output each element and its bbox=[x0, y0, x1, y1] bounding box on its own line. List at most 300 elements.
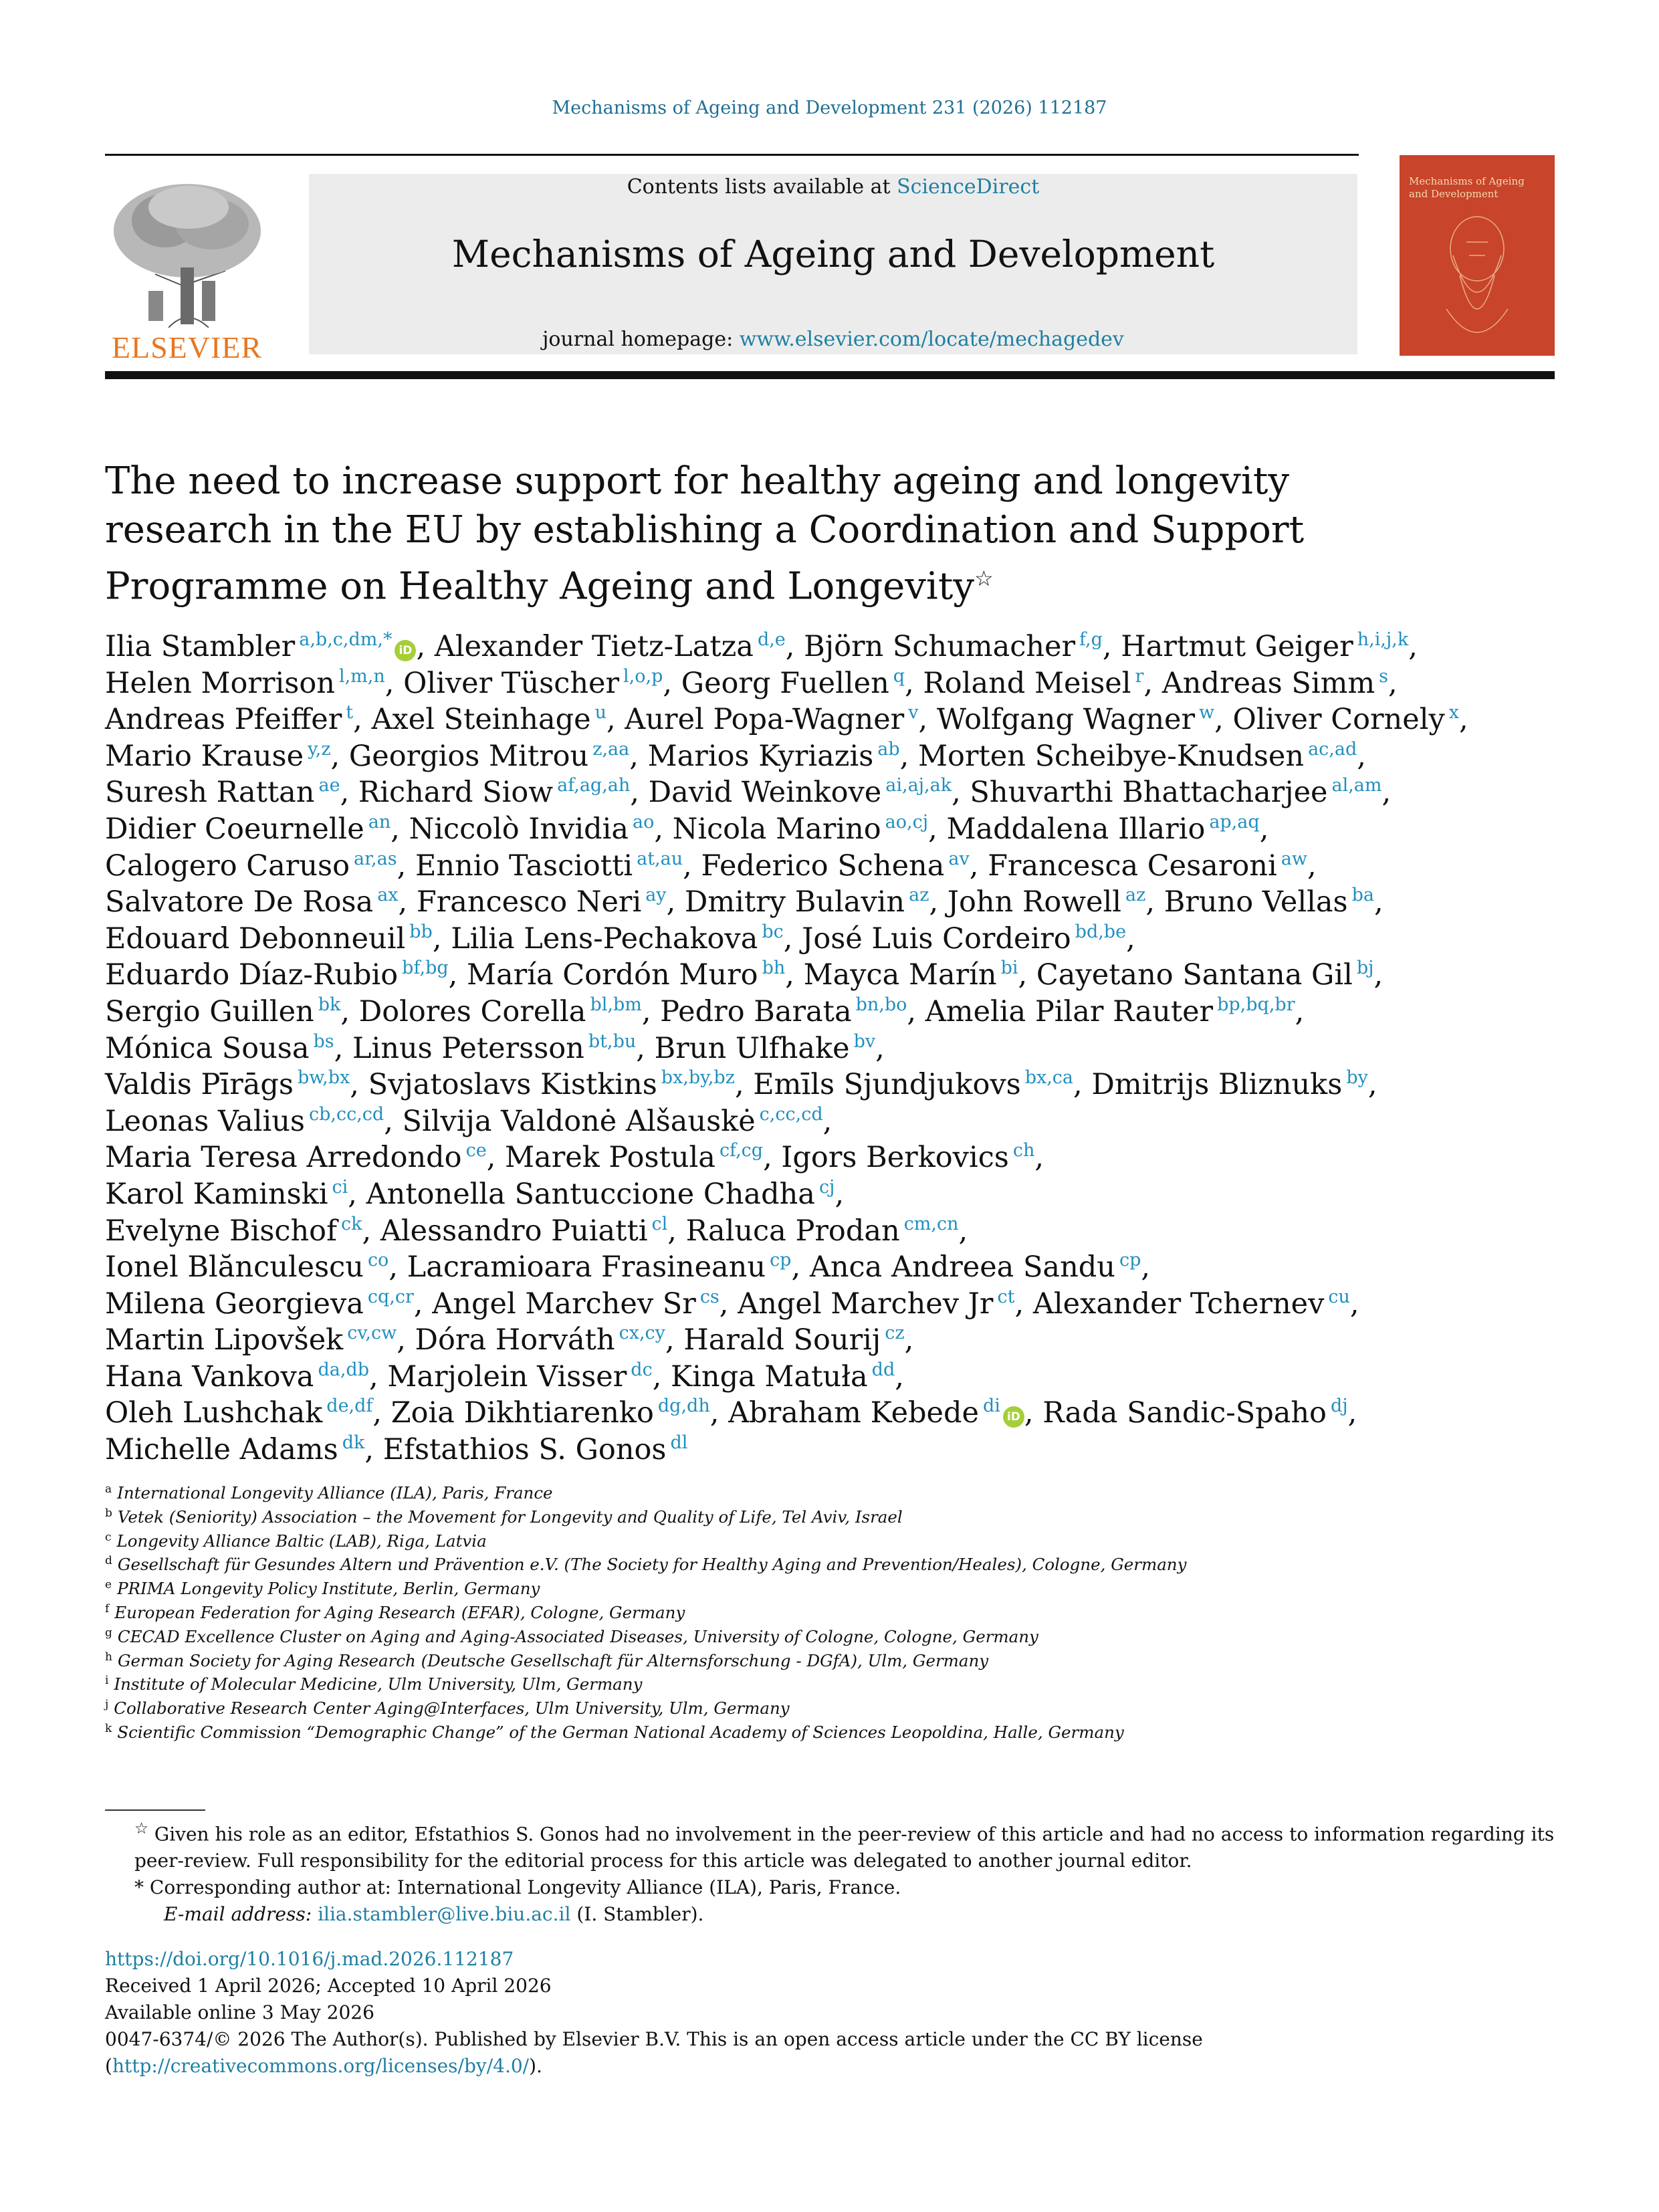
author-affiliation-marks[interactable]: ce bbox=[465, 1140, 487, 1162]
author-entry[interactable] bbox=[1042, 1396, 1347, 1430]
author-affiliation-marks[interactable]: ct bbox=[997, 1286, 1015, 1307]
author-affiliation-marks[interactable]: by bbox=[1346, 1067, 1368, 1089]
author-affiliation-marks[interactable]: bc bbox=[762, 921, 784, 942]
journal-name: Mechanisms of Ageing and Development bbox=[451, 233, 1215, 275]
author-affiliation-marks[interactable]: dg,dh bbox=[657, 1396, 710, 1417]
author-name[interactable]: Efstathios S. Gonos bbox=[382, 1433, 667, 1467]
author-entry[interactable] bbox=[671, 1360, 895, 1394]
author-entry[interactable] bbox=[685, 885, 929, 919]
author-entry[interactable] bbox=[753, 1068, 1073, 1101]
author-name[interactable]: Maria Teresa Arredondo bbox=[105, 1141, 462, 1175]
author-name[interactable]: Axel Steinhage bbox=[371, 703, 591, 737]
author-affiliation-marks[interactable]: cl bbox=[651, 1213, 668, 1234]
author-affiliation-marks[interactable]: cq,cr bbox=[367, 1286, 414, 1307]
affiliation-item bbox=[105, 1649, 1556, 1673]
author-affiliation-marks[interactable]: ch bbox=[1012, 1140, 1035, 1162]
author-affiliation-marks[interactable]: l,o,p bbox=[623, 665, 663, 687]
author-affiliation-marks[interactable]: at,au bbox=[637, 848, 683, 869]
author-name[interactable]: Martin Lipovšek bbox=[105, 1323, 344, 1357]
author-entry[interactable] bbox=[415, 1323, 665, 1357]
author-name[interactable]: Mario Krause bbox=[105, 739, 304, 773]
author-entry[interactable] bbox=[970, 776, 1381, 809]
orcid-icon[interactable]: iD bbox=[395, 640, 416, 661]
affiliation-text: International Longevity Alliance (ILA), Paris, France bbox=[117, 1483, 553, 1503]
author-affiliation-marks[interactable]: h,i,j,k bbox=[1357, 629, 1409, 650]
author-affiliation-marks[interactable]: bh bbox=[762, 958, 786, 979]
author-affiliation-marks[interactable]: bt,bu bbox=[588, 1030, 637, 1052]
author-entry[interactable] bbox=[105, 922, 433, 956]
author-entry[interactable] bbox=[1121, 630, 1408, 663]
author-entry[interactable] bbox=[804, 958, 1018, 992]
author-affiliation-marks[interactable]: an bbox=[368, 811, 391, 833]
author-affiliation-marks[interactable]: y,z bbox=[308, 738, 331, 760]
author-entry[interactable] bbox=[105, 776, 340, 809]
affiliation-label: c bbox=[105, 1530, 112, 1544]
author-name[interactable]: Nicola Marino bbox=[672, 812, 881, 846]
author-name[interactable]: Alexander Tietz-Latza bbox=[434, 630, 754, 663]
author-name[interactable]: Michelle Adams bbox=[105, 1433, 338, 1467]
affiliation-label: g bbox=[105, 1626, 112, 1640]
author-affiliation-marks[interactable]: di bbox=[982, 1396, 1000, 1417]
author-entry[interactable] bbox=[660, 995, 907, 1028]
author-entry[interactable] bbox=[105, 1360, 369, 1394]
journal-cover-thumbnail[interactable] bbox=[1400, 155, 1555, 356]
header-rule bbox=[105, 154, 1359, 156]
author-name[interactable]: Linus Petersson bbox=[352, 1031, 584, 1065]
author-entry[interactable] bbox=[368, 1068, 735, 1101]
affiliation-text: German Society for Aging Research (Deutsche Gesellschaft für Alternsforschung - DGfA), Ulm, Germany bbox=[117, 1650, 989, 1670]
author-entry[interactable] bbox=[946, 812, 1259, 846]
author-list: Ilia Stambler $^{a,b,c,dm,*}$iD , Alexander Tietz-Latza $^{d,e}$, Björn Schumacher $^{f,g}$, Hartmut Geiger $^{h,i,j,k}$, Helen Morrison $^{l,m,n}$, Oliver Tüscher $^{l,o,p}$, Georg Fuellen $^q$, Roland Meisel $^r$, Andreas Simm $^s$, Andreas Pfeiffer $^t$, Axel Steinhage $^u$, Aurel Popa-Wagner $^v$, Wolfgang Wagner $^w$, Oliver Cornely $^x$, Mario Krause $^{y,z}$, Georgios Mitrou $^{z,aa}$, Marios Kyriazis $^{ab}$, Morten Scheibye-Knudsen $^{ac,ad}$, Suresh Rattan $^{ae}$, Richard Siow $^{af,ag,ah}$, David Weinkove $^{ai,aj,ak}$, Shuvarthi Bhattacharjee $^{al,am}$, Didier Coeurnelle $^{an}$, Niccolò Invidia $^{ao}$, Nicola Marino $^{ao,cj}$, Maddalena Illario $^{ap,aq}$, Calogero Caruso $^{ar,as}$, Ennio Tasciotti $^{at,au}$, Federico Schena $^{av}$, Francesca Cesaroni $^{aw}$, Salvatore De Rosa $^{ax}$, Francesco Neri $^{ay}$, Dmitry Bulavin $^{az}$, John Rowell $^{az}$, Bruno Vellas $^{ba}$, Edouard Debonneuil $^{bb}$, Lilia Lens-Pechakova $^{bc}$, José Luis Cordeiro $^{bd,be}$, Eduardo Díaz-Rubio $^{bf,bg}$, María Cordón Muro $^{bh}$, Mayca Marín $^{bi}$, Cayetano Santana Gil $^{bj}$, Sergio Guillen $^{bk}$, Dolores Corella $^{bl,bm}$, Pedro Barata $^{bn,bo}$, Amelia Pilar Rauter $^{bp,bq,br}$, Mónica Sousa $^{bs}$, Linus Petersson $^{bt,bu}$, Brun Ulfhake $^{bv}$, Valdis Pīrāgs $^{bw,bx}$, Svjatoslavs Kistkins $^{bx,by,bz}$, Emīls Sjundjukovs $^{bx,ca}$, Dmitrijs Bliznuks $^{by}$, Leonas Valius $^{cb,cc,cd}$, Silvija Valdonė Alšauskė $^{c,cc,cd}$, Maria Teresa Arredondo $^{ce}$, Marek Postula $^{cf,cg}$, Igors Berkovics $^{ch}$, Karol Kaminski $^{ci}$, Antonella Santuccione Chadha $^{cj}$, Evelyne Bischof $^{ck}$, Alessandro Puiatti $^{cl}$, Raluca Prodan $^{cm,cn}$, Ionel Blănculescu $^{co}$, Lacramioara Frasineanu $^{cp}$, Anca Andreea Sandu $^{cp}$, Milena Georgieva $^{cq,cr}$, Angel Marchev Sr $^{cs}$, Angel Marchev Jr $^{ct}$, Alexander Tchernev $^{cu}$, Martin Lipovšek $^{cv,cw}$, Dóra Horváth $^{cx,cy}$, Harald Sourij $^{cz}$, Hana Vankova $^{da,db}$, Marjolein Visser $^{dc}$, Kinga Matuła $^{dd}$, Oleh Lushchak $^{de,df}$, Zoia Dikhtiarenko $^{dg,dh}$, Abraham Kebede $^{di}$iD , Rada Sandic-Spaho $^{dj}$, Michelle Adams $^{dk}$, Efstathios S. Gonos $^{dl}$ bbox=[105, 629, 1468, 1467]
author-affiliation-marks[interactable]: bw,bx bbox=[297, 1067, 350, 1089]
author-entry[interactable] bbox=[391, 1396, 710, 1430]
author-entry[interactable] bbox=[105, 1105, 384, 1138]
author-name[interactable]: Morten Scheibye-Knudsen bbox=[918, 739, 1305, 773]
affiliation-text: Scientific Commission “Demographic Change” of the German National Academy of Sciences Leopoldina, Halle, Germany bbox=[117, 1722, 1124, 1742]
author-affiliation-marks[interactable]: bx,by,bz bbox=[661, 1067, 735, 1089]
author-entry[interactable] bbox=[358, 776, 630, 809]
orcid-icon[interactable]: iD bbox=[1003, 1406, 1024, 1428]
author-entry[interactable] bbox=[1036, 958, 1374, 992]
author-name[interactable]: Svjatoslavs Kistkins bbox=[368, 1068, 657, 1102]
author-entry[interactable] bbox=[625, 703, 918, 736]
affiliation-text: Vetek (Seniority) Association – the Movement for Longevity and Quality of Life, Tel Aviv, Israel bbox=[117, 1507, 903, 1527]
author-entry[interactable] bbox=[371, 703, 606, 736]
author-affiliation-marks[interactable]: bd,be bbox=[1075, 921, 1127, 942]
author-entry[interactable] bbox=[1033, 1287, 1350, 1321]
author-entry[interactable] bbox=[781, 1141, 1034, 1174]
affiliation-list bbox=[105, 1481, 1556, 1745]
author-name[interactable]: Igors Berkovics bbox=[781, 1141, 1009, 1175]
author-affiliation-marks[interactable]: t bbox=[346, 702, 354, 724]
author-name[interactable]: Angel Marchev Sr bbox=[432, 1287, 696, 1321]
author-name[interactable]: Edouard Debonneuil bbox=[105, 921, 406, 956]
author-entry[interactable] bbox=[925, 995, 1295, 1028]
author-affiliation-marks[interactable]: ci bbox=[332, 1176, 348, 1198]
license-link[interactable]: http://creativecommons.org/licenses/by/4.0/ bbox=[112, 2055, 530, 2077]
author-entry[interactable] bbox=[105, 1178, 348, 1211]
author-name[interactable]: Eduardo Díaz-Rubio bbox=[105, 958, 399, 992]
author-name[interactable]: Kinga Matuła bbox=[671, 1359, 868, 1394]
author-entry[interactable] bbox=[403, 1105, 823, 1138]
author-name[interactable]: Cayetano Santana Gil bbox=[1036, 958, 1353, 992]
author-entry[interactable] bbox=[802, 922, 1126, 956]
author-name[interactable]: Mayca Marín bbox=[803, 958, 997, 992]
author-affiliation-marks[interactable]: bk bbox=[318, 994, 341, 1015]
author-affiliation-marks[interactable]: bn,bo bbox=[855, 994, 907, 1015]
affiliation-item bbox=[105, 1529, 1556, 1553]
author-entry[interactable] bbox=[451, 922, 784, 956]
email-line: E-mail address: ilia.stambler@live.biu.ac.il (I. Stambler). bbox=[164, 1903, 704, 1926]
author-affiliation-marks[interactable]: s bbox=[1379, 665, 1388, 687]
affiliation-item bbox=[105, 1481, 1556, 1505]
author-name[interactable]: Antonella Santuccione Chadha bbox=[366, 1177, 815, 1211]
author-affiliation-marks[interactable]: r bbox=[1135, 665, 1144, 687]
author-entry[interactable] bbox=[380, 1214, 667, 1248]
author-entry[interactable] bbox=[655, 1032, 876, 1065]
header-thick-rule bbox=[105, 371, 1555, 379]
author-entry[interactable] bbox=[349, 740, 629, 773]
author-affiliation-marks[interactable]: cu bbox=[1328, 1286, 1350, 1307]
journal-homepage-link[interactable]: www.elsevier.com/locate/mechagedev bbox=[739, 328, 1124, 351]
author-affiliation-marks[interactable]: ai,aj,ak bbox=[885, 775, 952, 796]
affiliation-label: i bbox=[105, 1674, 109, 1688]
author-name[interactable]: Calogero Caruso bbox=[105, 849, 350, 883]
author-entry[interactable] bbox=[673, 812, 928, 846]
email-link[interactable]: ilia.stambler@live.biu.ac.il bbox=[318, 1903, 571, 1926]
affiliation-item bbox=[105, 1577, 1556, 1601]
homepage-line: journal homepage: www.elsevier.com/locate/mechagedev bbox=[542, 328, 1124, 351]
author-affiliation-marks[interactable]: bv bbox=[853, 1030, 876, 1052]
affiliation-label: k bbox=[105, 1721, 112, 1735]
author-entry[interactable] bbox=[738, 1287, 1014, 1321]
author-name[interactable]: Niccolò Invidia bbox=[409, 812, 629, 846]
author-name[interactable]: Sergio Guillen bbox=[105, 994, 314, 1028]
author-entry[interactable] bbox=[948, 885, 1146, 919]
author-affiliation-marks[interactable]: bx,ca bbox=[1024, 1067, 1074, 1089]
affiliation-label: d bbox=[105, 1554, 112, 1568]
author-name[interactable]: Mónica Sousa bbox=[105, 1031, 310, 1065]
affiliation-label: e bbox=[105, 1578, 112, 1592]
author-affiliation-marks[interactable]: bl,bm bbox=[590, 994, 642, 1015]
author-affiliation-marks[interactable]: cz bbox=[885, 1323, 905, 1344]
author-affiliation-marks[interactable]: bj bbox=[1356, 958, 1374, 979]
author-name[interactable]: Björn Schumacher bbox=[804, 630, 1075, 663]
author-entry[interactable] bbox=[649, 776, 952, 809]
author-name[interactable]: David Weinkove bbox=[648, 776, 882, 810]
author-affiliation-marks[interactable]: c,cc,cd bbox=[759, 1103, 823, 1125]
author-name[interactable]: Amelia Pilar Rauter bbox=[925, 994, 1214, 1028]
contents-line: Contents lists available at ScienceDirect bbox=[627, 175, 1040, 199]
author-name[interactable]: Oleh Lushchak bbox=[105, 1396, 323, 1430]
author-entry[interactable] bbox=[105, 958, 449, 992]
author-affiliation-marks[interactable]: ao,cj bbox=[885, 811, 929, 833]
author-affiliation-marks[interactable]: aw bbox=[1281, 848, 1307, 869]
author-name[interactable]: Angel Marchev Jr bbox=[738, 1287, 994, 1321]
author-affiliation-marks[interactable]: bf,bg bbox=[402, 958, 449, 979]
affiliation-item bbox=[105, 1505, 1556, 1529]
author-name[interactable]: Roland Meisel bbox=[923, 666, 1131, 700]
author-name[interactable]: Salvatore De Rosa bbox=[105, 885, 374, 919]
author-affiliation-marks[interactable]: ax bbox=[377, 885, 399, 906]
author-entry[interactable] bbox=[918, 740, 1357, 773]
author-entry[interactable] bbox=[387, 1360, 652, 1394]
author-entry[interactable] bbox=[1232, 703, 1459, 736]
affiliation-item bbox=[105, 1553, 1556, 1577]
author-affiliation-marks[interactable]: cj bbox=[818, 1176, 835, 1198]
doi-link[interactable]: https://doi.org/10.1016/j.mad.2026.112187 bbox=[105, 1948, 514, 1970]
author-entry[interactable] bbox=[407, 1250, 792, 1284]
author-entry[interactable] bbox=[105, 885, 399, 919]
author-name[interactable]: Leonas Valius bbox=[105, 1104, 305, 1138]
author-name[interactable]: Dmitry Bulavin bbox=[684, 885, 905, 919]
author-entry[interactable] bbox=[105, 1323, 397, 1357]
author-affiliation-marks[interactable]: cs bbox=[699, 1286, 720, 1307]
author-affiliation-marks[interactable]: av bbox=[948, 848, 970, 869]
author-name[interactable]: Lilia Lens-Pechakova bbox=[451, 921, 758, 956]
author-affiliation-marks[interactable]: dl bbox=[670, 1432, 688, 1454]
author-name[interactable]: Ennio Tasciotti bbox=[415, 849, 633, 883]
author-name[interactable]: Ilia Stambler bbox=[105, 630, 296, 663]
author-name[interactable]: Suresh Rattan bbox=[105, 776, 315, 810]
author-name[interactable]: Richard Siow bbox=[358, 776, 554, 810]
author-affiliation-marks[interactable]: f,g bbox=[1079, 629, 1103, 650]
author-entry[interactable] bbox=[105, 1032, 334, 1065]
affiliation-item bbox=[105, 1672, 1556, 1696]
author-affiliation-marks[interactable]: cp bbox=[770, 1250, 792, 1271]
author-entry[interactable] bbox=[1164, 885, 1374, 919]
author-name[interactable]: Oliver Cornely bbox=[1232, 703, 1445, 737]
author-entry[interactable] bbox=[366, 1178, 835, 1211]
author-name[interactable]: Brun Ulfhake bbox=[654, 1031, 850, 1065]
author-affiliation-marks[interactable]: z,aa bbox=[592, 738, 630, 760]
affiliation-label: j bbox=[105, 1698, 109, 1712]
affiliation-label: h bbox=[105, 1650, 112, 1664]
author-name[interactable]: Ionel Blănculescu bbox=[105, 1250, 364, 1285]
author-entry[interactable] bbox=[105, 1068, 350, 1101]
author-affiliation-marks[interactable]: w bbox=[1199, 702, 1215, 724]
author-name[interactable]: Hartmut Geiger bbox=[1121, 630, 1353, 663]
author-affiliation-marks[interactable]: dd bbox=[871, 1359, 895, 1380]
author-entry[interactable] bbox=[105, 667, 385, 700]
author-name[interactable]: Francesco Neri bbox=[416, 885, 642, 919]
author-name[interactable]: Alessandro Puiatti bbox=[380, 1214, 648, 1248]
author-name[interactable]: Emīls Sjundjukovs bbox=[753, 1068, 1021, 1102]
author-affiliation-marks[interactable]: ab bbox=[877, 738, 900, 760]
author-name[interactable]: Zoia Dikhtiarenko bbox=[391, 1396, 654, 1430]
author-name[interactable]: Aurel Popa-Wagner bbox=[625, 703, 905, 737]
author-name[interactable]: José Luis Cordeiro bbox=[802, 921, 1071, 956]
author-name[interactable]: Marek Postula bbox=[505, 1141, 715, 1175]
author-affiliation-marks[interactable]: az bbox=[1125, 885, 1146, 906]
affiliation-item bbox=[105, 1696, 1556, 1721]
author-entry[interactable] bbox=[105, 630, 416, 663]
affiliation-text: European Federation for Aging Research (EFAR), Cologne, Germany bbox=[114, 1602, 685, 1622]
author-affiliation-marks[interactable]: ap,aq bbox=[1209, 811, 1260, 833]
affiliation-label: b bbox=[105, 1506, 112, 1520]
author-entry[interactable] bbox=[683, 1323, 904, 1357]
author-name[interactable]: Lacramioara Frasineanu bbox=[407, 1250, 766, 1285]
author-entry[interactable] bbox=[105, 1287, 414, 1321]
author-name[interactable]: Andreas Pfeiffer bbox=[105, 703, 342, 737]
author-name[interactable]: Georgios Mitrou bbox=[348, 739, 589, 773]
author-affiliation-marks[interactable]: cp bbox=[1119, 1250, 1141, 1271]
author-entry[interactable] bbox=[383, 1433, 688, 1466]
author-affiliation-marks[interactable]: dc bbox=[631, 1359, 653, 1380]
author-name[interactable]: Rada Sandic-Spaho bbox=[1042, 1396, 1327, 1430]
author-name[interactable]: Dmitrijs Bliznuks bbox=[1091, 1068, 1343, 1102]
author-affiliation-marks[interactable]: ck bbox=[340, 1213, 362, 1234]
author-entry[interactable] bbox=[352, 1032, 636, 1065]
author-name[interactable]: Andreas Simm bbox=[1162, 666, 1375, 700]
author-name[interactable]: Evelyne Bischof bbox=[105, 1214, 337, 1248]
author-affiliation-marks[interactable]: al,am bbox=[1331, 775, 1382, 796]
author-name[interactable]: Abraham Kebede bbox=[728, 1396, 979, 1430]
affiliation-text: PRIMA Longevity Policy Institute, Berlin, Germany bbox=[117, 1579, 540, 1599]
author-entry[interactable] bbox=[409, 812, 655, 846]
author-entry[interactable] bbox=[923, 667, 1143, 700]
author-affiliation-marks[interactable]: x bbox=[1448, 702, 1459, 724]
author-entry[interactable] bbox=[988, 849, 1307, 883]
author-entry[interactable] bbox=[105, 812, 391, 846]
author-affiliation-marks[interactable]: da,db bbox=[318, 1359, 369, 1380]
affiliation-text: Longevity Alliance Baltic (LAB), Riga, Latvia bbox=[116, 1531, 487, 1551]
author-name[interactable]: John Rowell bbox=[947, 885, 1122, 919]
author-name[interactable]: Federico Schena bbox=[701, 849, 945, 883]
author-entry[interactable] bbox=[403, 667, 663, 700]
author-affiliation-marks[interactable]: ay bbox=[645, 885, 667, 906]
author-entry[interactable] bbox=[937, 703, 1214, 736]
author-entry[interactable] bbox=[435, 630, 786, 663]
author-name[interactable]: Georg Fuellen bbox=[681, 666, 889, 700]
author-entry[interactable] bbox=[105, 1433, 364, 1466]
author-name[interactable]: Anca Andreea Sandu bbox=[809, 1250, 1115, 1285]
title-footnote-mark[interactable]: ☆ bbox=[974, 566, 994, 591]
author-entry[interactable] bbox=[105, 740, 331, 773]
author-entry[interactable] bbox=[415, 849, 683, 883]
author-entry[interactable] bbox=[417, 885, 667, 919]
author-affiliation-marks[interactable]: ao bbox=[633, 811, 655, 833]
author-affiliation-marks[interactable]: az bbox=[909, 885, 929, 906]
author-entry[interactable] bbox=[728, 1396, 1024, 1430]
author-affiliation-marks[interactable]: ac,ad bbox=[1308, 738, 1357, 760]
author-name[interactable]: Pedro Barata bbox=[660, 994, 852, 1028]
author-affiliation-marks[interactable]: cb,cc,cd bbox=[308, 1103, 384, 1125]
author-name[interactable]: Shuvarthi Bhattacharjee bbox=[970, 776, 1328, 810]
author-entry[interactable] bbox=[505, 1141, 763, 1174]
author-affiliation-marks[interactable]: af,ag,ah bbox=[557, 775, 631, 796]
author-affiliation-marks[interactable]: de,df bbox=[326, 1396, 373, 1417]
author-affiliation-marks[interactable]: cx,cy bbox=[619, 1323, 665, 1344]
author-name[interactable]: María Cordón Muro bbox=[466, 958, 758, 992]
author-affiliation-marks[interactable]: bb bbox=[409, 921, 433, 942]
author-name[interactable]: Oliver Tüscher bbox=[403, 666, 620, 700]
author-name[interactable]: Maddalena Illario bbox=[946, 812, 1206, 846]
author-entry[interactable] bbox=[359, 995, 642, 1028]
author-affiliation-marks[interactable]: cf,cg bbox=[719, 1140, 764, 1162]
author-name[interactable]: Wolfgang Wagner bbox=[936, 703, 1196, 737]
author-affiliation-marks[interactable]: q bbox=[893, 665, 905, 687]
author-name[interactable]: Bruno Vellas bbox=[1164, 885, 1348, 919]
journal-citation[interactable]: Mechanisms of Ageing and Development 231 (2026) 112187 bbox=[552, 98, 1107, 118]
footnotes bbox=[105, 1815, 1559, 1928]
author-affiliation-marks[interactable]: dj bbox=[1330, 1396, 1348, 1417]
author-affiliation-marks[interactable]: ae bbox=[318, 775, 340, 796]
author-name[interactable]: Marios Kyriazis bbox=[647, 739, 874, 773]
author-affiliation-marks[interactable]: cm,cn bbox=[903, 1213, 959, 1234]
author-affiliation-marks[interactable]: u bbox=[594, 702, 606, 724]
author-entry[interactable] bbox=[105, 995, 340, 1028]
author-entry[interactable] bbox=[105, 1214, 362, 1248]
cover-title: Mechanisms of Ageing and Development bbox=[1409, 175, 1525, 200]
author-entry[interactable] bbox=[701, 849, 969, 883]
author-entry[interactable] bbox=[105, 849, 397, 883]
affiliation-text: CECAD Excellence Cluster on Aging and Aging-Associated Diseases, University of Cologne, Cologne, Germany bbox=[117, 1626, 1038, 1646]
author-affiliation-marks[interactable]: bi bbox=[1000, 958, 1018, 979]
author-name[interactable]: Helen Morrison bbox=[105, 666, 335, 700]
sciencedirect-link[interactable]: ScienceDirect bbox=[897, 175, 1040, 199]
author-affiliation-marks[interactable]: a,b,c,dm,* bbox=[299, 629, 393, 650]
elsevier-wordmark: ELSEVIER bbox=[111, 330, 263, 364]
author-entry[interactable] bbox=[105, 703, 353, 736]
author-entry[interactable] bbox=[1162, 667, 1388, 700]
author-name[interactable]: Raluca Prodan bbox=[685, 1214, 900, 1248]
author-name[interactable]: Francesca Cesaroni bbox=[988, 849, 1277, 883]
author-name[interactable]: Milena Georgieva bbox=[105, 1287, 364, 1321]
author-name[interactable]: Alexander Tchernev bbox=[1032, 1287, 1325, 1321]
affiliation-label: f bbox=[105, 1601, 110, 1616]
author-entry[interactable] bbox=[686, 1214, 959, 1248]
author-name[interactable]: Didier Coeurnelle bbox=[105, 812, 364, 846]
author-affiliation-marks[interactable]: bs bbox=[313, 1030, 334, 1052]
author-entry[interactable] bbox=[648, 740, 900, 773]
author-affiliation-marks[interactable]: co bbox=[367, 1250, 389, 1271]
author-name[interactable]: Karol Kaminski bbox=[105, 1177, 328, 1211]
author-affiliation-marks[interactable]: bp,bq,br bbox=[1217, 994, 1295, 1015]
footnote-rule bbox=[105, 1809, 205, 1811]
author-name[interactable]: Dóra Horváth bbox=[415, 1323, 615, 1357]
author-entry[interactable] bbox=[681, 667, 905, 700]
author-name[interactable]: Hana Vankova bbox=[105, 1359, 314, 1394]
author-entry[interactable] bbox=[467, 958, 785, 992]
author-affiliation-marks[interactable]: ar,as bbox=[354, 848, 397, 869]
author-entry[interactable] bbox=[105, 1141, 487, 1174]
author-affiliation-marks[interactable]: l,m,n bbox=[338, 665, 385, 687]
author-name[interactable]: Marjolein Visser bbox=[387, 1359, 627, 1394]
author-name[interactable]: Silvija Valdonė Alšauskė bbox=[402, 1104, 756, 1138]
author-name[interactable]: Dolores Corella bbox=[358, 994, 586, 1028]
author-entry[interactable] bbox=[432, 1287, 720, 1321]
author-name[interactable]: Harald Sourij bbox=[683, 1323, 881, 1357]
author-entry[interactable] bbox=[810, 1250, 1141, 1284]
received-dates: Received 1 April 2026; Accepted 10 April 2026 bbox=[105, 1975, 552, 1997]
author-entry[interactable] bbox=[804, 630, 1103, 663]
author-entry[interactable] bbox=[105, 1396, 372, 1430]
article-title: The need to increase support for healthy ageing and longevity research in the EU by establishing a Coordination and Support Programme on Healthy Ageing and Longevity☆ bbox=[105, 459, 1305, 609]
author-affiliation-marks[interactable]: dk bbox=[342, 1432, 365, 1454]
author-affiliation-marks[interactable]: cv,cw bbox=[347, 1323, 397, 1344]
author-name[interactable]: Valdis Pīrāgs bbox=[105, 1068, 294, 1102]
affiliation-item bbox=[105, 1601, 1556, 1625]
author-affiliation-marks[interactable]: v bbox=[908, 702, 919, 724]
author-entry[interactable] bbox=[105, 1250, 389, 1284]
author-entry[interactable] bbox=[1091, 1068, 1367, 1101]
affiliation-text: Gesellschaft für Gesundes Altern und Prävention e.V. (The Society for Healthy Aging and Prevention/Heales), Cologne, Germany bbox=[117, 1555, 1187, 1575]
author-affiliation-marks[interactable]: d,e bbox=[757, 629, 786, 650]
affiliation-label: a bbox=[105, 1482, 112, 1496]
affiliation-text: Institute of Molecular Medicine, Ulm University, Ulm, Germany bbox=[114, 1674, 643, 1694]
author-affiliation-marks[interactable]: ba bbox=[1351, 885, 1374, 906]
